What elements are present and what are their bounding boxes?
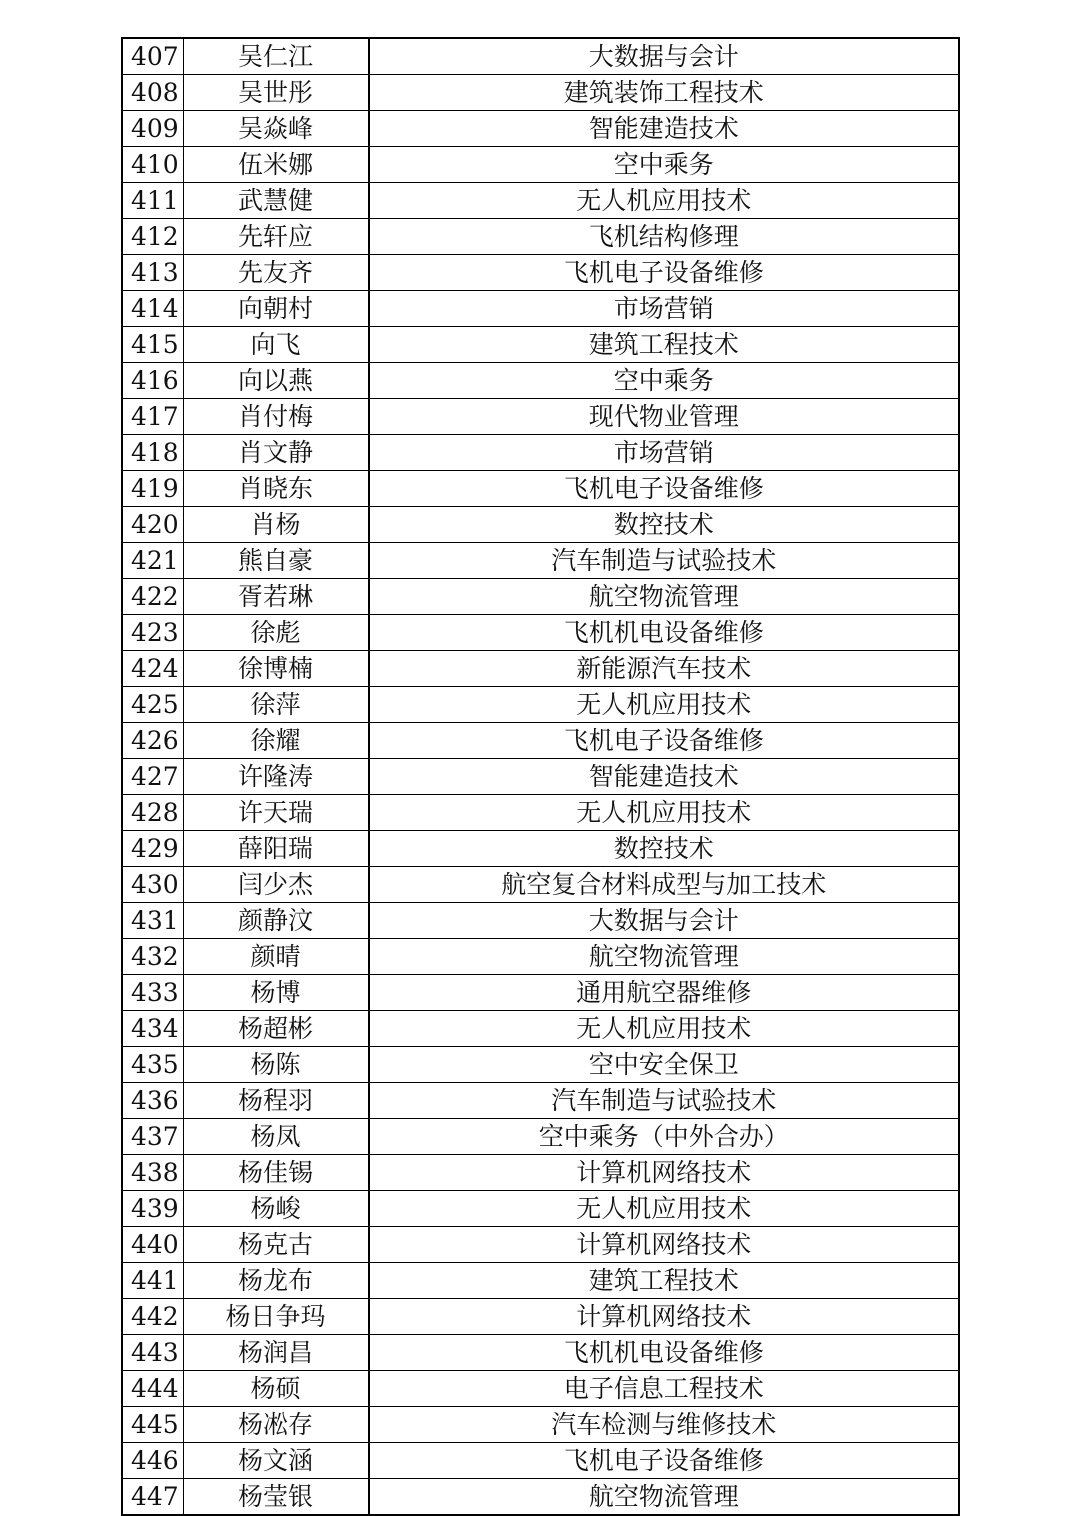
row-number-cell: 412 <box>122 219 183 255</box>
student-name-cell: 熊自豪 <box>183 543 369 579</box>
roster-body <box>122 38 959 1515</box>
row-number-cell: 422 <box>122 579 183 615</box>
major-cell: 空中乘务 <box>369 363 960 399</box>
row-number-cell: 419 <box>122 471 183 507</box>
major-cell: 新能源汽车技术 <box>369 651 960 687</box>
row-number-cell: 416 <box>122 363 183 399</box>
major-cell: 计算机网络技术 <box>369 1299 960 1335</box>
major-cell: 大数据与会计 <box>369 38 960 75</box>
row-number-cell: 414 <box>122 291 183 327</box>
table-row <box>122 1119 959 1155</box>
row-number-cell: 421 <box>122 543 183 579</box>
table-row <box>122 795 959 831</box>
student-name-cell: 向飞 <box>183 327 369 363</box>
major-cell: 飞机电子设备维修 <box>369 255 960 291</box>
student-name-cell: 杨日争玛 <box>183 1299 369 1335</box>
major-cell: 飞机机电设备维修 <box>369 615 960 651</box>
row-number-cell: 439 <box>122 1191 183 1227</box>
row-number-cell: 423 <box>122 615 183 651</box>
major-cell: 飞机结构修理 <box>369 219 960 255</box>
student-name-cell: 向以燕 <box>183 363 369 399</box>
major-cell: 飞机电子设备维修 <box>369 723 960 759</box>
table-row <box>122 435 959 471</box>
table-row <box>122 1443 959 1479</box>
row-number-cell: 418 <box>122 435 183 471</box>
major-cell: 建筑工程技术 <box>369 327 960 363</box>
table-row <box>122 507 959 543</box>
row-number-cell: 435 <box>122 1047 183 1083</box>
row-number-cell: 440 <box>122 1227 183 1263</box>
major-cell: 无人机应用技术 <box>369 1011 960 1047</box>
row-number-cell: 443 <box>122 1335 183 1371</box>
major-cell: 市场营销 <box>369 435 960 471</box>
student-name-cell: 武慧健 <box>183 183 369 219</box>
table-row <box>122 867 959 903</box>
row-number-cell: 407 <box>122 38 183 75</box>
table-row <box>122 903 959 939</box>
table-row <box>122 759 959 795</box>
major-cell: 大数据与会计 <box>369 903 960 939</box>
row-number-cell: 430 <box>122 867 183 903</box>
major-cell: 航空复合材料成型与加工技术 <box>369 867 960 903</box>
table-row <box>122 687 959 723</box>
major-cell: 智能建造技术 <box>369 759 960 795</box>
table-row <box>122 1227 959 1263</box>
student-name-cell: 杨莹银 <box>183 1479 369 1516</box>
student-name-cell: 徐耀 <box>183 723 369 759</box>
table-row <box>122 1407 959 1443</box>
table-row <box>122 1263 959 1299</box>
row-number-cell: 417 <box>122 399 183 435</box>
row-number-cell: 441 <box>122 1263 183 1299</box>
table-row <box>122 255 959 291</box>
row-number-cell: 437 <box>122 1119 183 1155</box>
major-cell: 无人机应用技术 <box>369 687 960 723</box>
table-row <box>122 183 959 219</box>
student-name-cell: 杨凤 <box>183 1119 369 1155</box>
student-name-cell: 肖晓东 <box>183 471 369 507</box>
row-number-cell: 413 <box>122 255 183 291</box>
table-row <box>122 543 959 579</box>
roster-table <box>121 37 960 1516</box>
table-row <box>122 38 959 75</box>
table-row <box>122 975 959 1011</box>
table-row <box>122 723 959 759</box>
row-number-cell: 442 <box>122 1299 183 1335</box>
table-row <box>122 219 959 255</box>
major-cell: 汽车制造与试验技术 <box>369 543 960 579</box>
row-number-cell: 436 <box>122 1083 183 1119</box>
student-name-cell: 吴世彤 <box>183 75 369 111</box>
table-row <box>122 75 959 111</box>
major-cell: 航空物流管理 <box>369 1479 960 1516</box>
student-name-cell: 许隆涛 <box>183 759 369 795</box>
student-name-cell: 徐博楠 <box>183 651 369 687</box>
major-cell: 计算机网络技术 <box>369 1227 960 1263</box>
major-cell: 无人机应用技术 <box>369 795 960 831</box>
major-cell: 建筑工程技术 <box>369 1263 960 1299</box>
student-name-cell: 徐彪 <box>183 615 369 651</box>
row-number-cell: 427 <box>122 759 183 795</box>
table-row <box>122 579 959 615</box>
table-row <box>122 1083 959 1119</box>
table-row <box>122 1155 959 1191</box>
major-cell: 电子信息工程技术 <box>369 1371 960 1407</box>
student-name-cell: 杨陈 <box>183 1047 369 1083</box>
major-cell: 汽车检测与维修技术 <box>369 1407 960 1443</box>
student-name-cell: 杨佳锡 <box>183 1155 369 1191</box>
major-cell: 数控技术 <box>369 831 960 867</box>
table-row <box>122 1335 959 1371</box>
row-number-cell: 409 <box>122 111 183 147</box>
major-cell: 航空物流管理 <box>369 579 960 615</box>
student-name-cell: 颜静汶 <box>183 903 369 939</box>
table-row <box>122 831 959 867</box>
row-number-cell: 444 <box>122 1371 183 1407</box>
student-name-cell: 颜晴 <box>183 939 369 975</box>
table-row <box>122 471 959 507</box>
row-number-cell: 410 <box>122 147 183 183</box>
row-number-cell: 432 <box>122 939 183 975</box>
row-number-cell: 446 <box>122 1443 183 1479</box>
row-number-cell: 408 <box>122 75 183 111</box>
row-number-cell: 438 <box>122 1155 183 1191</box>
row-number-cell: 447 <box>122 1479 183 1516</box>
table-row <box>122 651 959 687</box>
table-row <box>122 363 959 399</box>
student-name-cell: 杨博 <box>183 975 369 1011</box>
student-name-cell: 吴仁江 <box>183 38 369 75</box>
row-number-cell: 431 <box>122 903 183 939</box>
student-name-cell: 杨克古 <box>183 1227 369 1263</box>
major-cell: 智能建造技术 <box>369 111 960 147</box>
student-name-cell: 肖付梅 <box>183 399 369 435</box>
table-row <box>122 1479 959 1516</box>
student-name-cell: 杨龙布 <box>183 1263 369 1299</box>
major-cell: 无人机应用技术 <box>369 183 960 219</box>
row-number-cell: 411 <box>122 183 183 219</box>
student-name-cell: 先友齐 <box>183 255 369 291</box>
student-name-cell: 杨峻 <box>183 1191 369 1227</box>
row-number-cell: 445 <box>122 1407 183 1443</box>
student-name-cell: 徐萍 <box>183 687 369 723</box>
table-row <box>122 291 959 327</box>
student-name-cell: 杨超彬 <box>183 1011 369 1047</box>
student-name-cell: 闫少杰 <box>183 867 369 903</box>
table-row <box>122 939 959 975</box>
major-cell: 市场营销 <box>369 291 960 327</box>
student-name-cell: 杨硕 <box>183 1371 369 1407</box>
row-number-cell: 424 <box>122 651 183 687</box>
student-name-cell: 肖文静 <box>183 435 369 471</box>
student-name-cell: 杨文涵 <box>183 1443 369 1479</box>
student-name-cell: 先轩应 <box>183 219 369 255</box>
major-cell: 建筑装饰工程技术 <box>369 75 960 111</box>
student-name-cell: 杨程羽 <box>183 1083 369 1119</box>
row-number-cell: 434 <box>122 1011 183 1047</box>
table-row <box>122 1047 959 1083</box>
major-cell: 现代物业管理 <box>369 399 960 435</box>
major-cell: 数控技术 <box>369 507 960 543</box>
row-number-cell: 426 <box>122 723 183 759</box>
major-cell: 航空物流管理 <box>369 939 960 975</box>
table-row <box>122 1299 959 1335</box>
row-number-cell: 425 <box>122 687 183 723</box>
table-row <box>122 1011 959 1047</box>
major-cell: 空中乘务 <box>369 147 960 183</box>
student-name-cell: 薛阳瑞 <box>183 831 369 867</box>
student-name-cell: 许天瑞 <box>183 795 369 831</box>
table-row <box>122 1371 959 1407</box>
major-cell: 空中安全保卫 <box>369 1047 960 1083</box>
major-cell: 汽车制造与试验技术 <box>369 1083 960 1119</box>
student-name-cell: 肖杨 <box>183 507 369 543</box>
major-cell: 计算机网络技术 <box>369 1155 960 1191</box>
table-row <box>122 615 959 651</box>
row-number-cell: 428 <box>122 795 183 831</box>
major-cell: 无人机应用技术 <box>369 1191 960 1227</box>
row-number-cell: 420 <box>122 507 183 543</box>
student-name-cell: 吴焱峰 <box>183 111 369 147</box>
row-number-cell: 429 <box>122 831 183 867</box>
table-row <box>122 1191 959 1227</box>
row-number-cell: 415 <box>122 327 183 363</box>
major-cell: 飞机电子设备维修 <box>369 1443 960 1479</box>
student-name-cell: 向朝村 <box>183 291 369 327</box>
student-name-cell: 伍米娜 <box>183 147 369 183</box>
row-number-cell: 433 <box>122 975 183 1011</box>
table-row <box>122 147 959 183</box>
table-row <box>122 399 959 435</box>
major-cell: 通用航空器维修 <box>369 975 960 1011</box>
table-row <box>122 327 959 363</box>
student-name-cell: 胥若琳 <box>183 579 369 615</box>
student-name-cell: 杨凇存 <box>183 1407 369 1443</box>
major-cell: 空中乘务（中外合办） <box>369 1119 960 1155</box>
major-cell: 飞机电子设备维修 <box>369 471 960 507</box>
major-cell: 飞机机电设备维修 <box>369 1335 960 1371</box>
table-row <box>122 111 959 147</box>
student-name-cell: 杨润昌 <box>183 1335 369 1371</box>
